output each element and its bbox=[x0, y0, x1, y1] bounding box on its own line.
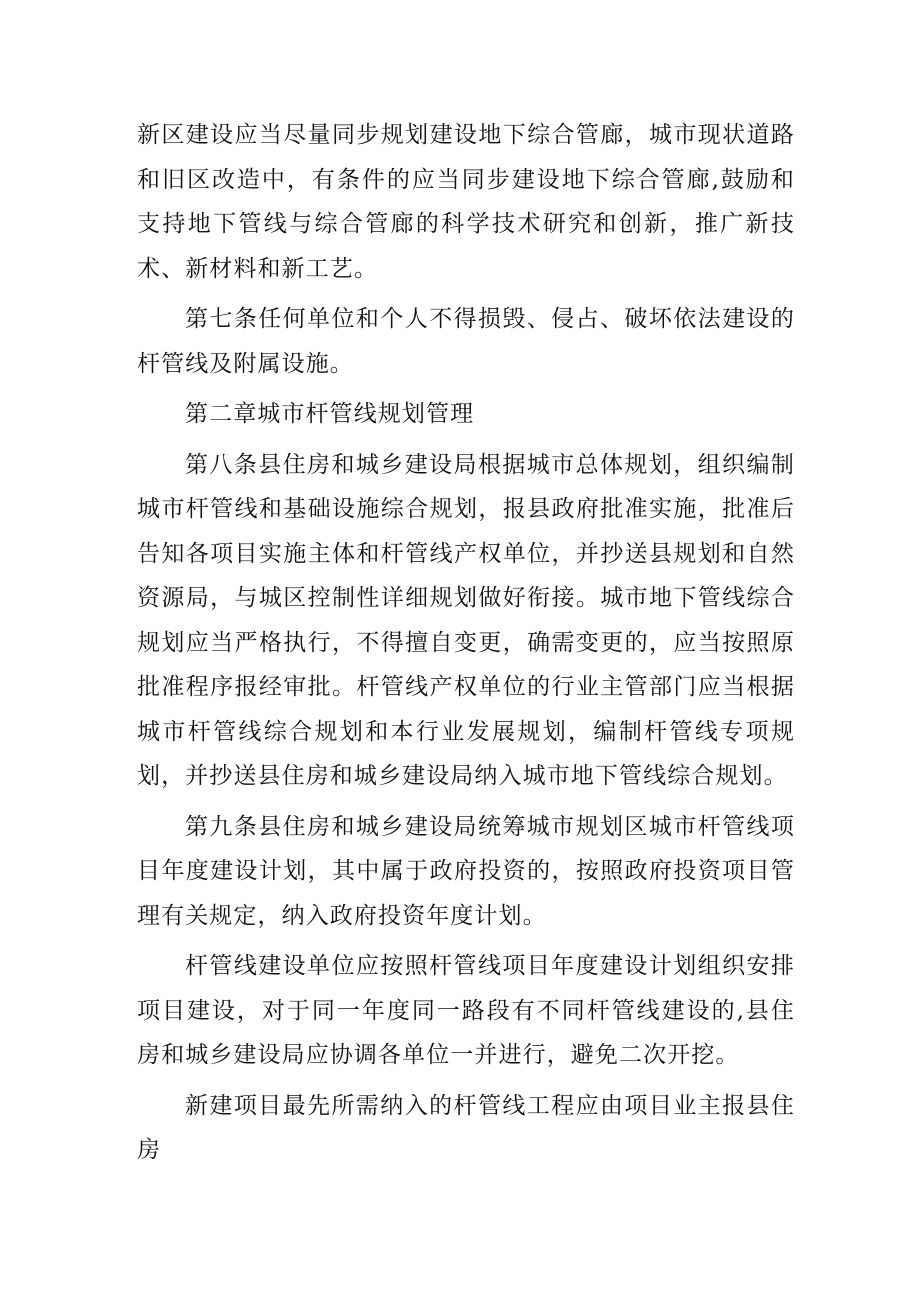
paragraph-construction-units: 杆管线建设单位应按照杆管线项目年度建设计划组织安排项目建设，对于同一年度同一路段有不同杆管线建设的,县住房和城乡建设局应协调各单位一并进行，避免二次开挖。 bbox=[137, 953, 795, 1068]
paragraph-article-8: 第八条县住房和城乡建设局根据城市总体规划，组织编制城市杆管线和基础设施综合规划，报县政府批准实施，批准后告知各项目实施主体和杆管线产权单位，并抄送县规划和自然资源局，与城区控制性详细规划做好衔接。城市地下管线综合规划应当严格执行，不得擅自变更，确需变更的，应当按照原批准程序报经审批。杆管线产权单位的行业主管部门应当根据城市杆管线综合规划和本行业发展规划，编制杆管线专项规划，并抄送县住房和城乡建设局纳入城市地下管线综合规划。 bbox=[137, 451, 795, 789]
chapter-heading-2: 第二章城市杆管线规划管理 bbox=[185, 401, 475, 427]
paragraph-continuation: 新区建设应当尽量同步规划建设地下综合管廊，城市现状道路和旧区改造中，有条件的应当同步建设地下综合管廊,鼓励和支持地下管线与综合管廊的科学技术研究和创新，推广新技术、新材料和新工艺。 bbox=[137, 122, 795, 282]
paragraph-article-9: 第九条县住房和城乡建设局统筹城市规划区城市杆管线项目年度建设计划，其中属于政府投资的，按照政府投资项目管理有关规定，纳入政府投资年度计划。 bbox=[137, 813, 795, 929]
paragraph-article-7: 第七条任何单位和个人不得损毁、侵占、破坏依法建设的杆管线及附属设施。 bbox=[137, 306, 795, 377]
paragraph-new-projects: 新建项目最先所需纳入的杆管线工程应由项目业主报县住房 bbox=[137, 1092, 795, 1163]
